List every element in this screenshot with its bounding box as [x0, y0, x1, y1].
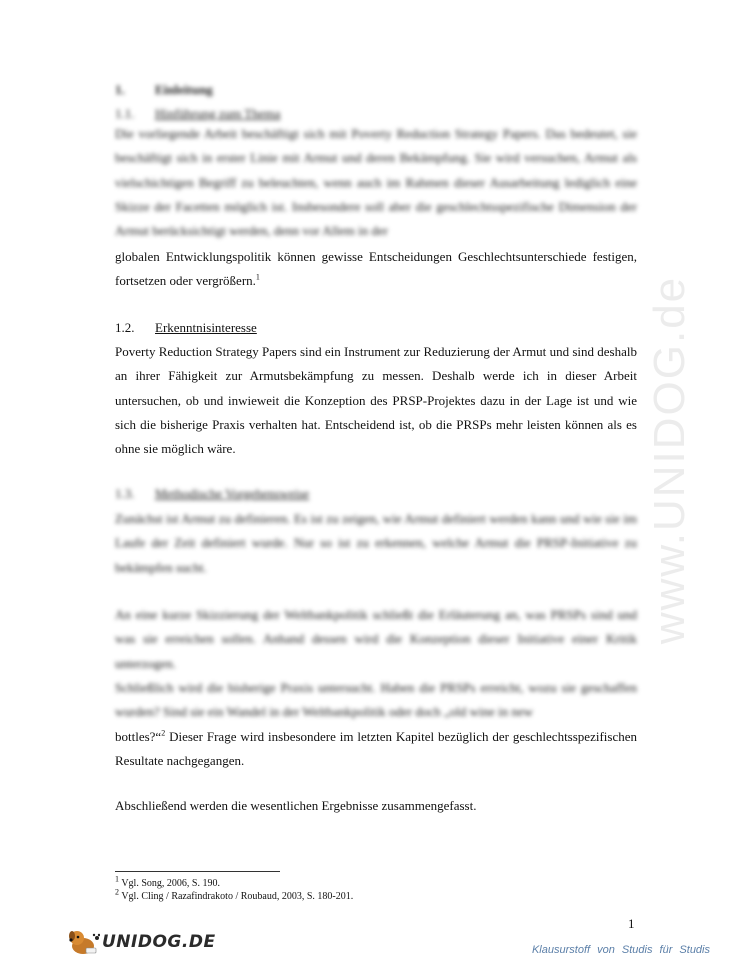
- footer-tagline: Klausurstoff von Studis für Studis: [531, 944, 710, 956]
- section-title: Methodische Vorgehensweise: [155, 486, 310, 501]
- section-heading-1-2: [115, 320, 257, 336]
- page-number: 1: [628, 916, 635, 931]
- erkenntnis-paragraph: Poverty Reduction Strategy Papers sind ein Instrument zur Reduzierung der Armut und sind deshalb an ihrer Fähigkeit zur Armutsbekämpfung zu messen. Deshalb werde ich in dieser Arbeit untersuchen, ob und inwieweit die Konzeption des PRSP-Projektes dazu in der Lage ist und wie sich die bisherige Praxis verhalten hat. Entscheidend ist, ob die PRSPs mehr leisten können als es ohne sie möglich wäre.: [115, 344, 637, 457]
- intro-paragraph: [115, 245, 637, 294]
- chapter-title: Einleitung: [155, 82, 213, 97]
- intro-paragraph-text: globalen Entwicklungspolitik können gewisse Entscheidungen Geschlechtsunterschiede festigen, fortsetzen oder vergrößern.: [115, 249, 637, 289]
- method-paragraph-3-rest: Dieser Frage wird insbesondere im letzten Kapitel bezüglich der geschlechtsspezifischen Resultate nachgegangen.: [115, 729, 637, 769]
- section-number: 1.2.: [115, 320, 135, 335]
- watermark: [640, 250, 700, 670]
- section-number: 1.3.: [115, 486, 135, 501]
- method-paragraph-3-start: bottles?“: [115, 729, 162, 744]
- method-paragraph-3-blurred: Schließlich wird die bisherige Praxis untersucht. Haben die PRSPs erreicht, wozu sie geschaffen wurden? Sind sie ein Wandel in der Weltbankpolitik oder doch „old wine in new: [115, 680, 637, 720]
- method-paragraph-1: Zunächst ist Armut zu definieren. Es ist zu zeigen, wie Armut definiert werden kann und wie sie im Laufe der Zeit definiert wurde. Nur so ist zu erkennen, welche Armut die PRSP-Initiative zu bekämpfen sucht.: [115, 511, 637, 575]
- section-heading-1-1: [115, 106, 280, 122]
- footnote-number: 1: [115, 874, 119, 884]
- method-paragraph-3: [115, 725, 637, 774]
- section-heading-1-3: [115, 486, 309, 502]
- method-paragraph-2: An eine kurze Skizzierung der Weltbankpolitik schließt die Erläuterung an, was PRSPs sind und was sie erreichen sollen. Anhand dessen wird die Konzeption dieser Initiative einer Kritik unterzogen.: [115, 607, 637, 671]
- footnote-ref-2: 2: [161, 728, 166, 738]
- chapter-number: 1.: [115, 82, 125, 97]
- dog-icon: [66, 927, 100, 957]
- footnote-number: 2: [115, 887, 119, 897]
- section-title: Erkenntnisinteresse: [155, 320, 257, 335]
- footnote-2: [115, 887, 354, 903]
- logo-text: UNIDOG.DE: [102, 932, 216, 952]
- closing-paragraph: Abschließend werden die wesentlichen Ergebnisse zusammengefasst.: [115, 798, 477, 813]
- footnote-ref-1: 1: [255, 272, 260, 282]
- unidog-logo: [66, 927, 216, 957]
- chapter-heading: [115, 82, 213, 98]
- footnote-1: [115, 874, 220, 890]
- footnote-text: Vgl. Cling / Razafindrakoto / Roubaud, 2003, S. 180-201.: [119, 891, 354, 902]
- footnote-divider: [115, 871, 280, 872]
- footnote-text: Vgl. Song, 2006, S. 190.: [119, 878, 220, 889]
- section-number: 1.1.: [115, 106, 135, 121]
- watermark-text: www.UNIDOG.de: [645, 275, 695, 645]
- section-title: Hinführung zum Thema: [155, 106, 281, 121]
- intro-paragraph-blurred: Die vorliegende Arbeit beschäftigt sich mit Poverty Reduction Strategy Papers. Das bedeutet, sie beschäftigt sich in erster Linie mit Armut und deren Bekämpfung. Sie wird versuchen, Armut als vielschichtigen Begriff zu beleuchten, wenn auch im Rahmen dieser Ausarbeitung lediglich eine Skizze der Facetten möglich ist. Insbesondere soll aber die geschlechtsspezifische Dimension der Armut berücksichtigt werden, denn vor Allem in der: [115, 126, 637, 239]
